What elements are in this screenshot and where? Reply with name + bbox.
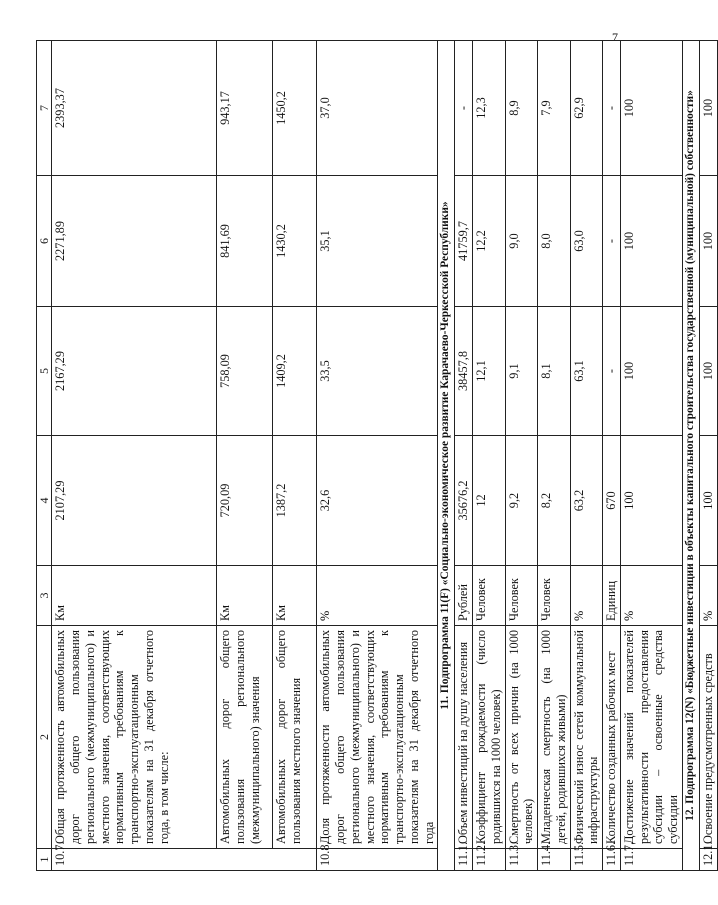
value-cell: 670	[603, 436, 621, 566]
value-cell: 2167,29	[52, 307, 217, 436]
table-row	[455, 41, 473, 871]
table-row	[620, 41, 682, 871]
value-cell: 38457,8	[455, 307, 473, 436]
value-cell: 1430,2	[273, 176, 317, 307]
value-cell: 8,2	[538, 436, 571, 566]
row-number: 11.5.	[570, 849, 603, 871]
indicator-name: Коэффициент рождаемости (число родившихся на 1000 человек)	[473, 626, 506, 849]
value-cell: 33,5	[317, 307, 438, 436]
table-row	[473, 41, 506, 871]
indicator-name: Достижение значений показателей результативности предоставления субсидии – освоенные средства субсидии	[620, 626, 682, 849]
row-number: 11.1.	[455, 849, 473, 871]
row-number: 11.6.	[603, 849, 621, 871]
column-header: 6	[37, 176, 52, 307]
indicator-name: Автомобильных дорог общего пользования местного значения	[273, 626, 317, 849]
unit-cell: Человек	[538, 566, 571, 626]
value-cell: 8,1	[538, 307, 571, 436]
value-cell: 943,17	[217, 41, 273, 176]
value-cell: 63,2	[570, 436, 603, 566]
value-cell: -	[603, 41, 621, 176]
value-cell: 100	[620, 307, 682, 436]
value-cell: 100	[699, 176, 717, 307]
table-row	[603, 41, 621, 871]
unit-cell: %	[620, 566, 682, 626]
value-cell: 12,2	[473, 176, 506, 307]
value-cell: 100	[620, 176, 682, 307]
indicator-name: Автомобильных дорог общего пользования регионального (межмуниципального) значения	[217, 626, 273, 849]
unit-cell: Км	[273, 566, 317, 626]
table-row	[273, 41, 317, 871]
unit-cell: Км	[217, 566, 273, 626]
unit-cell: Человек	[473, 566, 506, 626]
page-number: 7	[612, 30, 618, 44]
value-cell: 9,0	[505, 176, 538, 307]
value-cell: 12	[473, 436, 506, 566]
row-number: 11.7.	[620, 849, 682, 871]
section-title: 11. Подпрограмма 11(F) «Социально-экономическое развитие Карачаево-Черкесской Республики»	[438, 41, 455, 871]
unit-cell: Рублей	[455, 566, 473, 626]
column-header-row	[37, 41, 52, 871]
value-cell: 41759,7	[455, 176, 473, 307]
table-row	[217, 41, 273, 871]
indicator-name: Физический износ сетей коммунальной инфраструктуры	[570, 626, 603, 849]
table-row	[52, 41, 217, 871]
unit-cell: %	[317, 566, 438, 626]
value-cell: 9,2	[505, 436, 538, 566]
unit-cell: %	[570, 566, 603, 626]
value-cell: 62,9	[570, 41, 603, 176]
column-header: 4	[37, 436, 52, 566]
value-cell: 32,6	[317, 436, 438, 566]
indicator-name: Объем инвестиций на душу населения	[455, 626, 473, 849]
value-cell: 35676,2	[455, 436, 473, 566]
column-header: 5	[37, 307, 52, 436]
section-row	[438, 41, 455, 871]
column-header: 2	[37, 626, 52, 849]
section-title: 12. Подпрограмма 12(N) «Бюджетные инвестиции в объекты капитального строительства государственной (муниципальной) собственности»	[682, 41, 699, 871]
value-cell: 720,09	[217, 436, 273, 566]
row-number: 10.7.	[52, 849, 317, 871]
value-cell: 758,09	[217, 307, 273, 436]
value-cell: 100	[699, 41, 717, 176]
indicator-name: Смертность от всех причин (на 1000 человек)	[505, 626, 538, 849]
row-number: 11.2.	[473, 849, 506, 871]
indicator-name: Количество созданных рабочих мест	[603, 626, 621, 849]
unit-cell: Человек	[505, 566, 538, 626]
value-cell: 1387,2	[273, 436, 317, 566]
column-header: 1	[37, 849, 52, 871]
indicators-table	[36, 40, 718, 871]
value-cell: 100	[620, 436, 682, 566]
row-number: 12.1.	[699, 849, 717, 871]
value-cell: 2107,29	[52, 436, 217, 566]
table-row	[699, 41, 717, 871]
value-cell: 100	[699, 307, 717, 436]
value-cell: 37,0	[317, 41, 438, 176]
value-cell: 12,1	[473, 307, 506, 436]
table-row	[317, 41, 438, 871]
row-number: 11.3.	[505, 849, 538, 871]
value-cell: 2393,37	[52, 41, 217, 176]
value-cell: 35,1	[317, 176, 438, 307]
value-cell: 8,9	[505, 41, 538, 176]
section-row	[682, 41, 699, 871]
value-cell: -	[603, 176, 621, 307]
column-header: 7	[37, 41, 52, 176]
value-cell: 8,0	[538, 176, 571, 307]
value-cell: 100	[699, 436, 717, 566]
unit-cell: %	[699, 566, 717, 626]
indicator-name: Доля протяженности автомобильных дорог общего пользования регионального (межмуниципального) и местного значения, соответствующих нормативным требованиям к транспортно-эксплуатационным показателям на 31 декабря отчетного года	[317, 626, 438, 849]
table-row	[505, 41, 538, 871]
value-cell: 63,1	[570, 307, 603, 436]
column-header: 3	[37, 566, 52, 626]
indicator-name: Общая протяженность автомобильных дорог общего пользования регионального (межмуниципального) и местного значения, соответствующих нормативным требованиям к транспортно-эксплуатационным показателям на 31 декабря отчетного года, в том числе:	[52, 626, 217, 849]
value-cell: 841,69	[217, 176, 273, 307]
value-cell: 12,3	[473, 41, 506, 176]
value-cell: 1409,2	[273, 307, 317, 436]
indicator-name: Освоение предусмотренных средств	[699, 626, 717, 849]
value-cell: 100	[620, 41, 682, 176]
table-row	[570, 41, 603, 871]
value-cell: 2271,89	[52, 176, 217, 307]
row-number: 10.8.	[317, 849, 438, 871]
unit-cell: Км	[52, 566, 217, 626]
row-number: 11.4.	[538, 849, 571, 871]
value-cell: 9,1	[505, 307, 538, 436]
value-cell: 63,0	[570, 176, 603, 307]
indicator-name: Младенческая смертность (на 1000 детей, родившихся живыми)	[538, 626, 571, 849]
value-cell: 7,9	[538, 41, 571, 176]
rotated-page-content	[36, 41, 715, 871]
value-cell: -	[455, 41, 473, 176]
unit-cell: Единиц	[603, 566, 621, 626]
table-row	[538, 41, 571, 871]
value-cell: 1450,2	[273, 41, 317, 176]
value-cell: -	[603, 307, 621, 436]
